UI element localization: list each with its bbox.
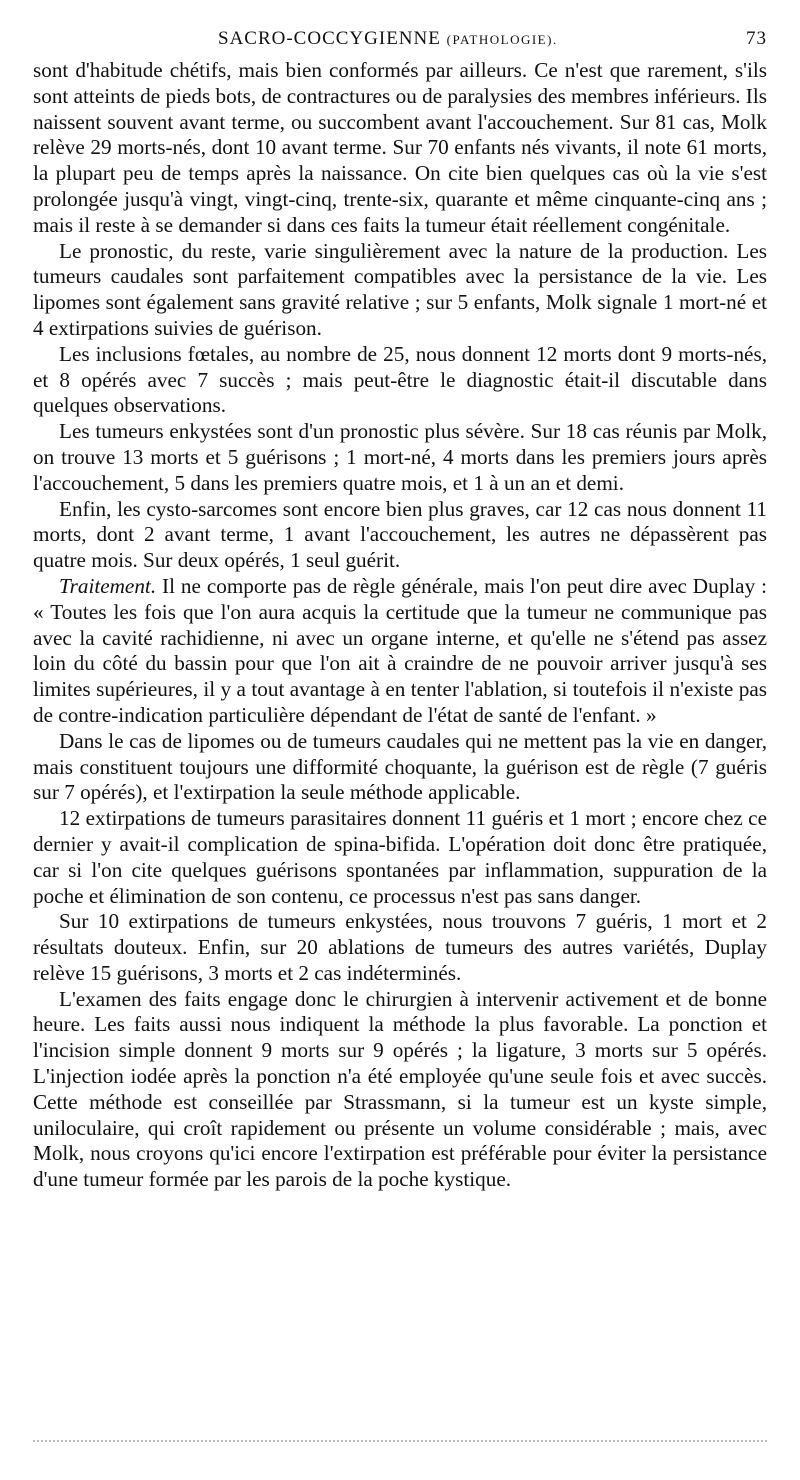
paragraph: Sur 10 extirpations de tumeurs enkystées, nous trouvons 7 guéris, 1 mort et 2 résultats douteux. Enfin, sur 20 ablations de tumeurs des autres variétés, Duplay relève 15 guérisons, 3 morts et 2 cas indéterminés. [33, 909, 767, 985]
body-text [33, 58, 767, 1193]
paragraph: Le pronostic, du reste, varie singulièrement avec la nature de la production. Les tumeurs caudales sont parfaitement compatibles avec la persistance de la vie. Les lipomes sont également sans gravité relative ; sur 5 enfants, Molk signale 1 mort-né et 4 extirpations suivies de guérison. [33, 238, 767, 340]
paragraph: Les tumeurs enkystées sont d'un pronostic plus sévère. Sur 18 cas réunis par Molk, on trouve 13 morts et 5 guérisons ; 1 mort-né, 4 morts dans les premiers jours après l'accouchement, 5 dans les premiers quatre mois, et 1 à un an et demi. [33, 419, 767, 495]
running-head-section: (PATHOLOGIE). [446, 32, 558, 47]
paragraph: Dans le cas de lipomes ou de tumeurs caudales qui ne mettent pas la vie en danger, mais constituent toujours une difformité choquante, la guérison est de règle (7 guéris sur 7 opérés), et l'extirpation la seule méthode applicable. [33, 728, 767, 805]
paragraph-text: Il ne comporte pas de règle générale, mais l'on peut dire avec Duplay : « Toutes les fois que l'on aura acquis la certitude que la tumeur ne communique pas avec la cavité rachidienne, ni avec un organe interne, et qu'elle ne s'étend pas assez loin du côté du bassin pour que l'on ait à craindre de ne pouvoir arriver jusqu'à ses limites supérieures, il y a tout avantage à en tenter l'ablation, si toutefois il n'existe pas de contre-indication particulière dépendant de l'état de santé de l'enfant. » [33, 573, 767, 727]
paragraph: 12 extirpations de tumeurs parasitaires donnent 11 guéris et 1 mort ; encore chez ce dernier y avait-il complication de spina-bifida. L'opération doit donc être pratiquée, car si l'on cite quelques guérisons spontanées par inflammation, suppuration de la poche et élimination de son contenu, ce processus n'est pas sans danger. [33, 806, 767, 908]
running-head-title-text: SACRO-COCCYGIENNE [218, 28, 441, 49]
paragraph: L'examen des faits engage donc le chirurgien à intervenir activement et de bonne heure. Les faits aussi nous indiquent la méthode la plus favorable. La ponction et l'incision simple donnent 9 morts sur 9 opérés ; la ligature, 3 morts sur 5 opérés. L'injection iodée après la ponction n'a été employée qu'une seule fois et avec succès. Cette méthode est conseillée par Strassmann, si la tumeur est un kyste simple, uniloculaire, qui croît rapidement ou présente un volume considérable ; mais, avec Molk, nous croyons qu'ici encore l'extirpation est préférable pour éviter la persistance d'une tumeur formée par les parois de la poche kystique. [33, 986, 767, 1192]
paragraph: sont d'habitude chétifs, mais bien conformés par ailleurs. Ce n'est que rarement, s'ils sont atteints de pieds bots, de contractures ou de paralysies des membres inférieurs. Ils naissent souvent avant terme, ou succombent avant l'accouchement. Sur 81 cas, Molk relève 29 morts-nés, dont 10 avant terme. Sur 70 enfants nés vivants, il note 61 morts, la plupart peu de temps après la naissance. On cite bien quelques cas où la vie s'est prolongée jusqu'à vingt, vingt-cinq, trente-six, quarante et même cinquante-cinq ans ; mais il reste à se demander si dans ces faits la tumeur était réellement congénitale. [33, 58, 767, 237]
running-head [33, 28, 767, 58]
book-page [33, 28, 767, 1193]
section-lead: Traitement. [59, 573, 157, 598]
page-number: 73 [746, 28, 767, 49]
paragraph-traitement [33, 574, 767, 729]
footer-dotted-rule [33, 1440, 767, 1442]
paragraph: Enfin, les cysto-sarcomes sont encore bien plus graves, car 12 cas nous donnent 11 morts, dont 2 avant terme, 1 avant l'accouchement, les autres ne dépassèrent pas quatre mois. Sur deux opérés, 1 seul guérit. [33, 496, 767, 573]
paragraph: Les inclusions fœtales, au nombre de 25, nous donnent 12 morts dont 9 morts-nés, et 8 opérés avec 7 succès ; mais peut-être le diagnostic était-il discutable dans quelques observations. [33, 341, 767, 418]
running-head-title [218, 28, 558, 50]
